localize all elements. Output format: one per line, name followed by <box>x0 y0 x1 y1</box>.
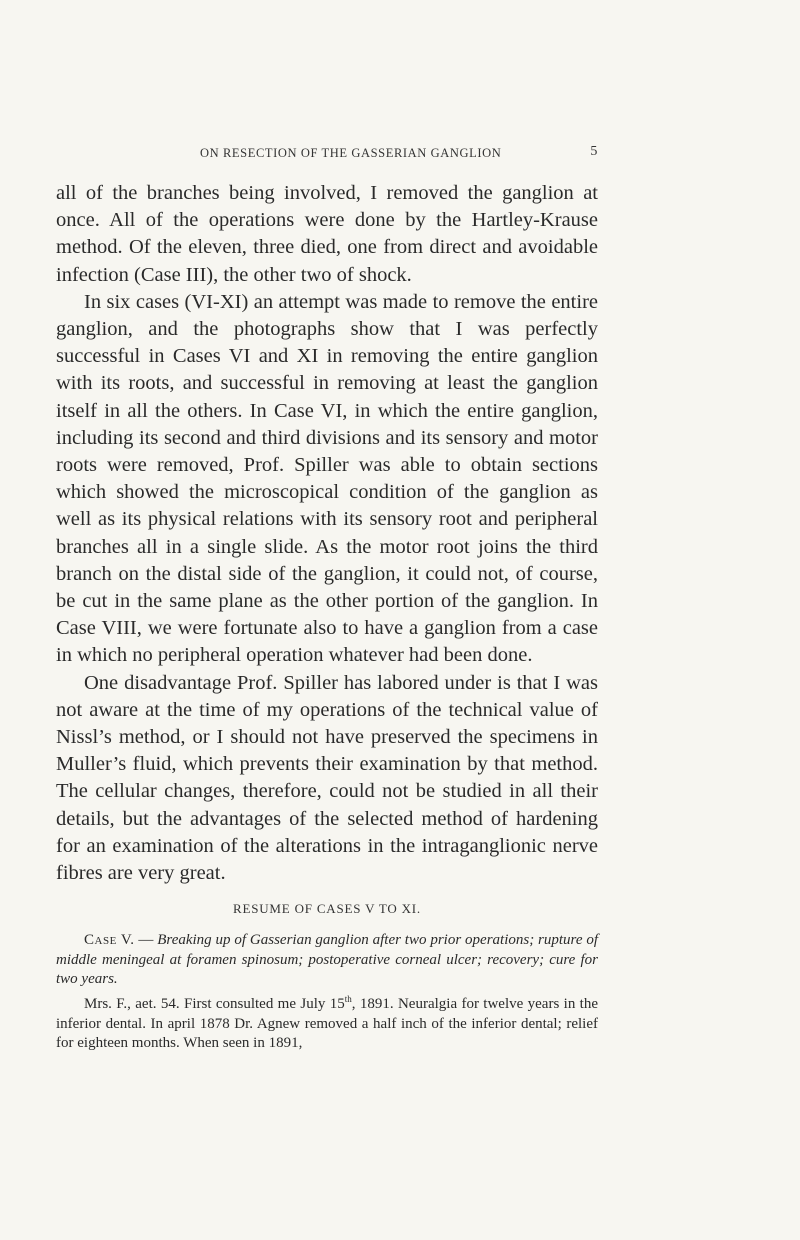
running-header <box>56 142 598 164</box>
case-label: Case V. <box>84 932 135 949</box>
case-section <box>56 931 598 1054</box>
page-number: 5 <box>590 144 598 159</box>
book-page <box>56 142 598 1054</box>
case-heading <box>56 931 598 990</box>
case-description: Breaking up of Gasserian ganglion after two prior operations; rupture of middle meningeal at foramen spinosum; postoperative corneal ulcer; recovery; cure for two years. <box>56 932 599 988</box>
paragraph-continuation: all of the branches being involved, I removed the ganglion at once. All of the operations were done by the Hartley-Krause method. Of the eleven, three died, one from direct and avoidable infection (Case III), the other two of shock. <box>56 182 598 286</box>
paragraph-disadvantage: One disadvantage Prof. Spiller has labored under is that I was not aware at the time of my operations of the technical value of Nissl’s method, or I should not have preserved the specimens in Muller’s fluid, which prevents their examination by that method. The cellular changes, therefore, could not be studied in all their details, but the advantages of the selected method of hardening for an examination of the alterations in the intraganglionic nerve fibres are very great. <box>56 671 598 885</box>
section-heading: RESUME OF CASES V TO XI. <box>232 901 421 917</box>
paragraph-six-cases: In six cases (VI-XI) an attempt was made to remove the entire ganglion, and the photographs show that I was perfectly successful in Cases VI and XI in removing the entire ganglion with its roots, and successful in removing at least the ganglion itself in all the others. In Case VI, in which the entire ganglion, including its second and third divisions and its sensory and motor roots were removed, Prof. Spiller was able to obtain sections which showed the microscopical condition of the ganglion as well as its physical relations with its sensory root and peripheral branches all in a single slide. As the motor root joins the third branch on the distal side of the ganglion, it could not, of course, be cut in the same plane as the other portion of the ganglion. In Case VIII, we were fortunate also to have a ganglion from a case in which no peripheral operation whatever had been done. <box>56 290 598 667</box>
running-title: ON RESECTION OF THE GASSERIAN GANGLION <box>200 146 502 160</box>
case-history-start: Mrs. F., aet. 54. First consulted me July 15 <box>84 996 345 1013</box>
ordinal-suffix: th <box>344 994 352 1005</box>
case-dash: — <box>134 932 158 949</box>
case-history-rest: , 1891. Neuralgia for twelve years in the inferior dental. In april 1878 Dr. Agnew removed a half inch of the inferior dental; relief for eighteen months. When seen in 1891, <box>56 996 599 1052</box>
main-text <box>56 180 598 887</box>
case-history <box>56 990 598 1054</box>
